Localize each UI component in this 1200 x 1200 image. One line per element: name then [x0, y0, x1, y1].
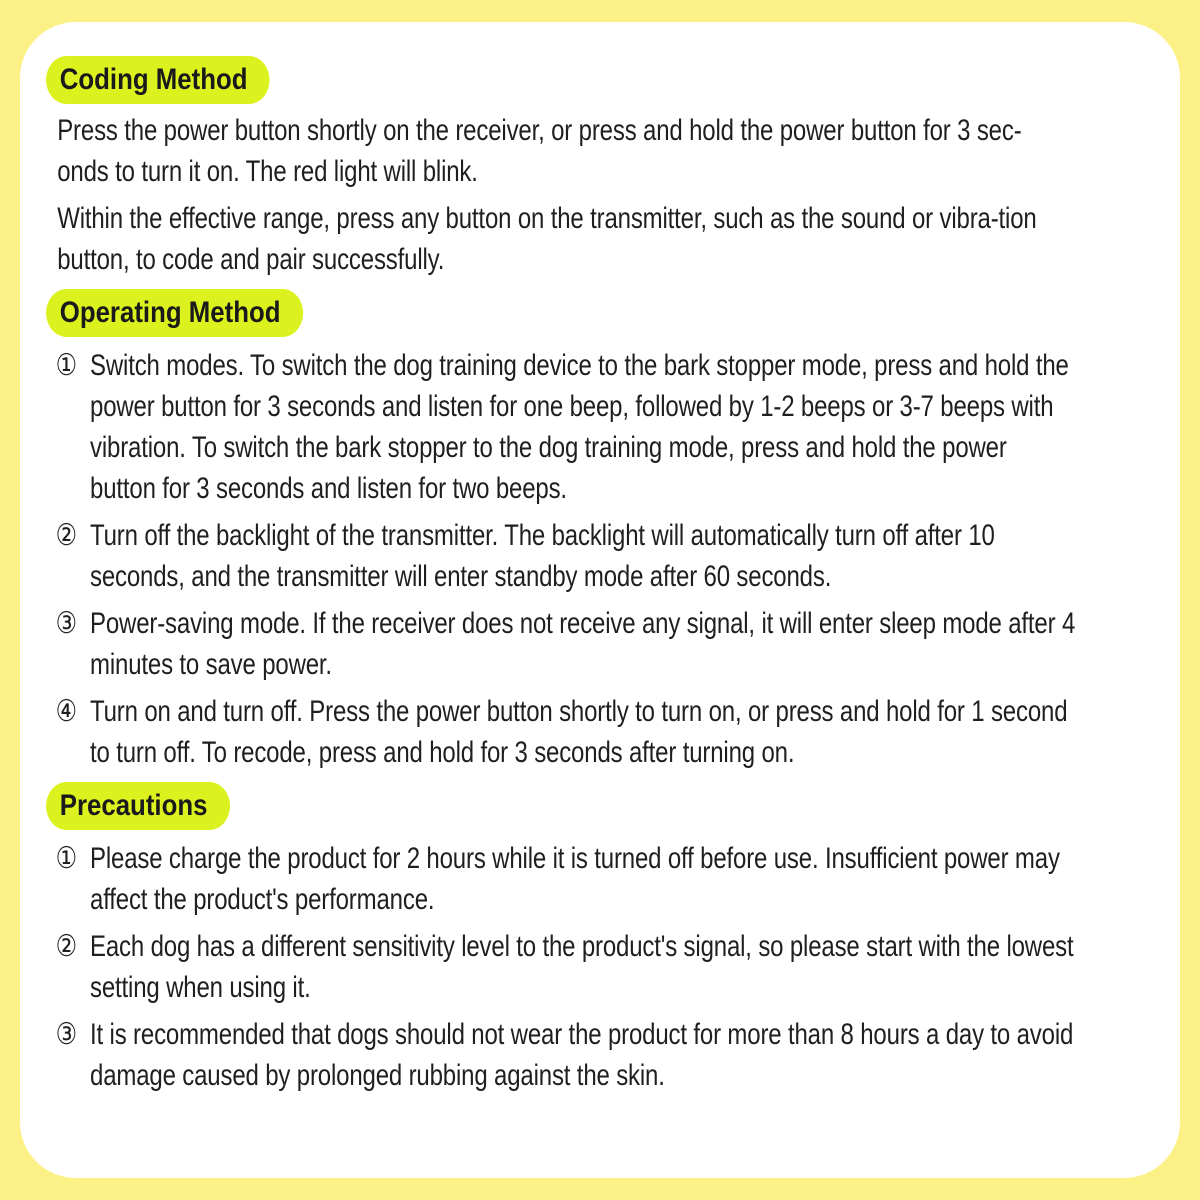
item-number: ② [55, 518, 77, 553]
item-number: ③ [55, 1017, 77, 1052]
item-text: Turn on and turn off. Press the power button shortly to turn on, or press and hold for 1 second to turn off. To recode, press and hold for 3 seconds after turning on. [90, 695, 1068, 769]
operating-method-list [46, 345, 1140, 773]
item-text: Switch modes. To switch the dog training device to the bark stopper mode, press and hold the power button for 3 seconds and listen for one beep, followed by 1-2 beeps or 3-7 beeps with vibration. To switch the bark stopper to the dog training mode, press and hold the power button for 3 seconds and listen for two beeps. [90, 349, 1069, 505]
item-text: It is recommended that dogs should not wear the product for more than 8 hours a day to avoid damage caused by prolonged rubbing against the skin. [90, 1018, 1074, 1092]
operating-method-title: Operating Method [46, 289, 303, 337]
item-number: ③ [55, 606, 77, 641]
operating-method-section [46, 289, 1140, 337]
item-number: ④ [55, 694, 77, 729]
instruction-card [20, 22, 1180, 1178]
precautions-section [46, 782, 1140, 830]
precautions-title: Precautions [46, 782, 230, 830]
list-item [46, 838, 1078, 920]
list-item [46, 515, 1078, 597]
list-item [46, 345, 1078, 509]
item-text: Power-saving mode. If the receiver does not receive any signal, it will enter sleep mode after 4 minutes to save power. [90, 607, 1076, 681]
list-item [46, 926, 1078, 1008]
item-text: Each dog has a different sensitivity level to the product's signal, so please start with the lowest setting when using it. [90, 930, 1074, 1004]
list-item [46, 603, 1078, 685]
item-number: ① [55, 348, 77, 383]
item-text: Please charge the product for 2 hours while it is turned off before use. Insufficient power may affect the product's performance. [90, 842, 1060, 916]
item-number: ② [55, 929, 77, 964]
item-number: ① [55, 841, 77, 876]
coding-method-title: Coding Method [46, 56, 270, 104]
list-item [46, 1014, 1078, 1096]
coding-paragraph-1: Press the power button shortly on the receiver, or press and hold the power button for 3 sec-onds to turn it on. The red light will blink. [57, 114, 1022, 188]
coding-method-section [46, 56, 1140, 104]
list-item [46, 691, 1078, 773]
precautions-list [46, 838, 1140, 1096]
item-text: Turn off the backlight of the transmitter. The backlight will automatically turn off after 10 seconds, and the transmitter will enter standby mode after 60 seconds. [90, 519, 995, 593]
coding-paragraph-2: Within the effective range, press any button on the transmitter, such as the sound or vibra-tion button, to code and pair successfully. [57, 202, 1037, 276]
